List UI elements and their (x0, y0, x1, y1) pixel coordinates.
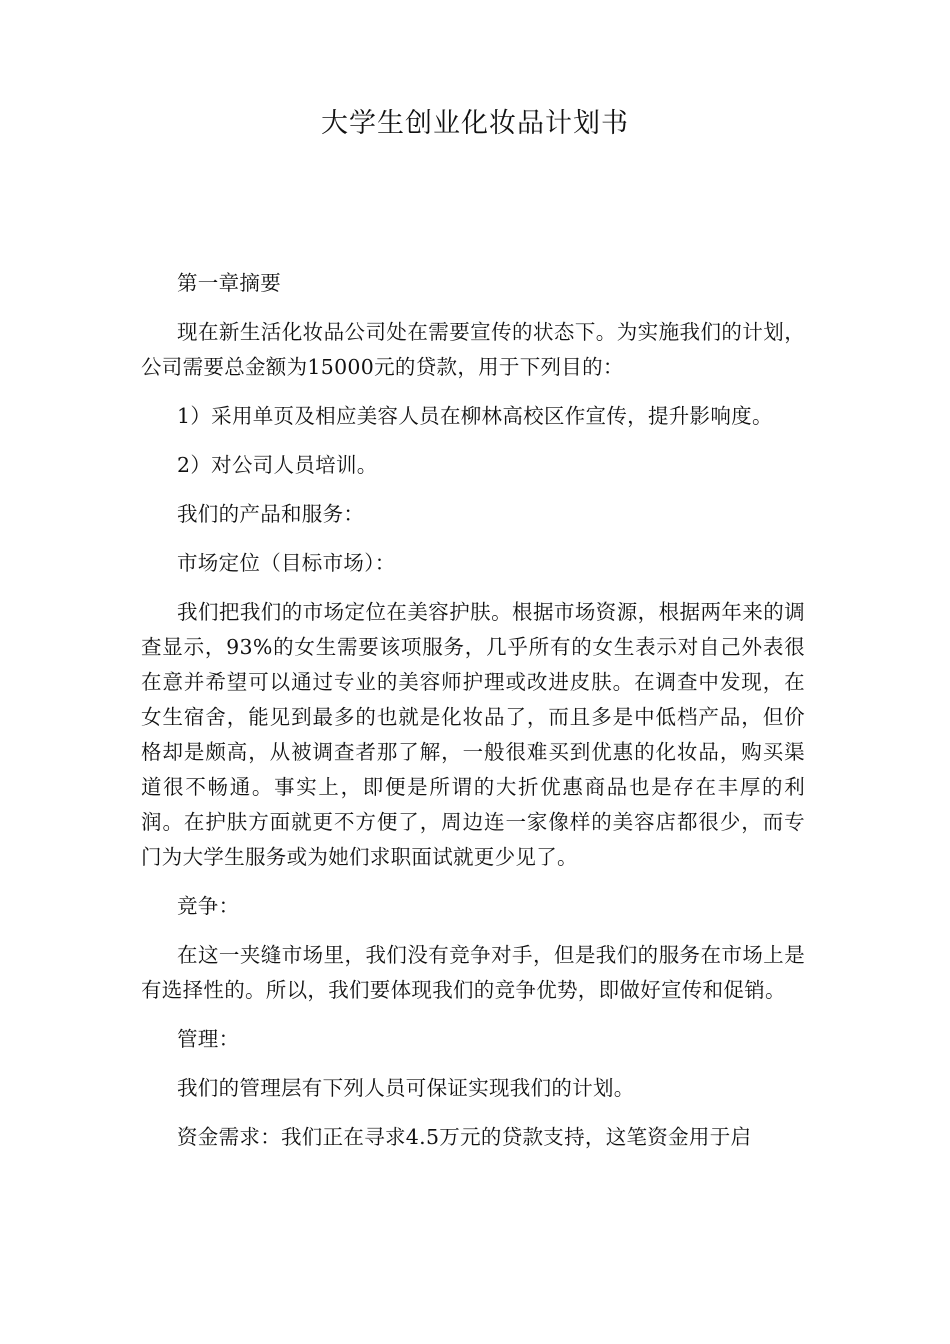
document-title: 大学生创业化妆品计划书 (321, 108, 629, 139)
paragraph-products-heading: 我们的产品和服务： (177, 502, 365, 526)
paragraph-funding: 资金需求：我们正在寻求4.5万元的贷款支持，这笔资金用于启 (177, 1125, 752, 1149)
paragraph-purpose-2: 2）对公司人员培训。 (177, 453, 378, 477)
paragraph-management-body: 我们的管理层有下列人员可保证实现我们的计划。 (177, 1076, 635, 1100)
paragraph-market-body: 我们把我们的市场定位在美容护肤。根据市场资源，根据两年来的调查显示，93%的女生需要该项服务，几乎所有的女生表示对自己外表很在意并希望可以通过专业的美容师护理或改进皮肤。在调查中发现，在女生宿舍，能见到最多的也就是化妆品了，而且多是中低档产品，但价格却是颇高，从被调查者那了解，一般很难买到优惠的化妆品，购买渠道很不畅通。事实上，即便是所谓的大折优惠商品也是存在丰厚的利润。在护肤方面就更不方便了，周边连一家像样的美容店都很少，而专门为大学生服务或为她们求职面试就更少见了。 (141, 600, 805, 869)
paragraph-chapter-heading: 第一章摘要 (177, 271, 281, 295)
paragraph-management-heading: 管理： (177, 1027, 240, 1051)
paragraph-purpose-1: 1）采用单页及相应美容人员在柳林高校区作宣传，提升影响度。 (177, 404, 773, 428)
document-body (141, 266, 805, 1169)
paragraph-market-heading: 市场定位（目标市场）： (177, 551, 396, 575)
paragraph-competition-heading: 竞争： (177, 894, 240, 918)
paragraph-competition-body: 在这一夹缝市场里，我们没有竞争对手，但是我们的服务在市场上是有选择性的。所以，我们要体现我们的竞争优势，即做好宣传和促销。 (141, 943, 805, 1002)
paragraph-summary: 现在新生活化妆品公司处在需要宣传的状态下。为实施我们的计划，公司需要总金额为15000元的贷款，用于下列目的： (141, 320, 805, 379)
